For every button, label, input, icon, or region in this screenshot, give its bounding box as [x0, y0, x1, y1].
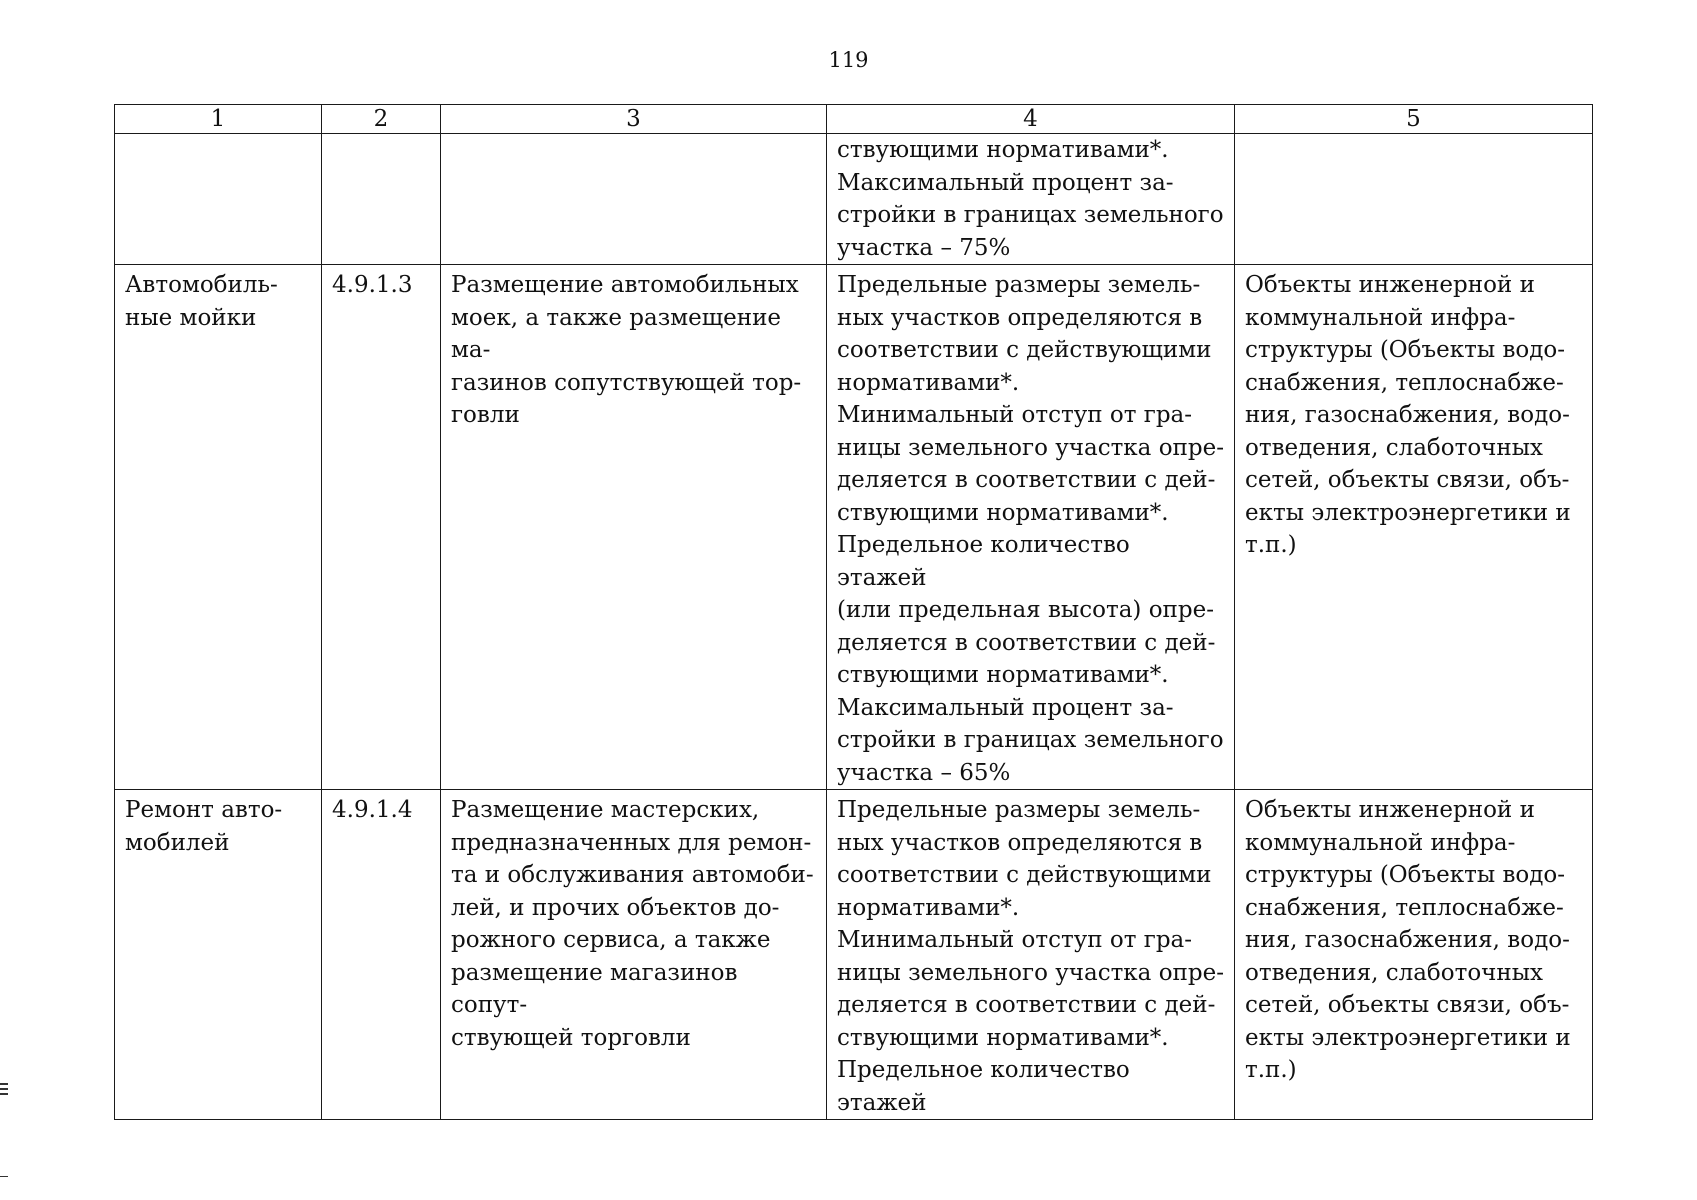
binding-mark: [0, 1083, 8, 1096]
table-row-car-repair: [115, 790, 1593, 1120]
cell-auxiliary-uses: [1235, 134, 1593, 265]
cell-use-name: Автомобиль- ные мойки: [115, 265, 322, 790]
cell-parameters: ствующими нормативами*. Максимальный процент за- стройки в границах земельного участка – 75%: [827, 134, 1235, 265]
cell-auxiliary-uses: Объекты инженерной и коммунальной инфра- структуры (Объекты водо- снабжения, теплоснабже- ния, газоснабжения, водо- отведения, слаботочных сетей, объекты связи, объ- екты электроэнергетики и т.п.): [1235, 790, 1593, 1120]
cell-use-code: 4.9.1.3: [322, 265, 441, 790]
table-header-row: [115, 105, 1593, 134]
table-row-car-wash: [115, 265, 1593, 790]
cell-parameters: Предельные размеры земель- ных участков определяются в соответствии с действующими нормативами*. Минимальный отступ от гра- ницы земельного участка опре- деляется в соответствии с дей- ствующими нормативами*. Предельное количество этажей: [827, 790, 1235, 1120]
table-row-continued: [115, 134, 1593, 265]
cell-use-description: Размещение мастерских, предназначенных для ремон- та и обслуживания автомоби- лей, и прочих объектов до- рожного сервиса, а также размещение магазинов сопут- ствующей торговли: [441, 790, 827, 1120]
cell-use-description: [441, 134, 827, 265]
column-header-3: 3: [441, 105, 827, 134]
column-header-4: 4: [827, 105, 1235, 134]
cell-use-name: [115, 134, 322, 265]
cell-use-description: Размещение автомобильных моек, а также размещение ма- газинов сопутствующей тор- говли: [441, 265, 827, 790]
page-number: 119: [828, 48, 869, 72]
cell-use-name: Ремонт авто- мобилей: [115, 790, 322, 1120]
column-header-5: 5: [1235, 105, 1593, 134]
column-header-2: 2: [322, 105, 441, 134]
binding-dash: [0, 1176, 8, 1177]
cell-auxiliary-uses: Объекты инженерной и коммунальной инфра- структуры (Объекты водо- снабжения, теплоснабже- ния, газоснабжения, водо- отведения, слаботочных сетей, объекты связи, объ- екты электроэнергетики и т.п.): [1235, 265, 1593, 790]
cell-parameters: Предельные размеры земель- ных участков определяются в соответствии с действующими нормативами*. Минимальный отступ от гра- ницы земельного участка опре- деляется в соответствии с дей- ствующими нормативами*. Предельное количество этажей (или предельная высота) опре- деляется в соответствии с дей- ствующими нормативами*. Максимальный процент за- стройки в границах земельного участка – 65%: [827, 265, 1235, 790]
column-header-1: 1: [115, 105, 322, 134]
cell-use-code: [322, 134, 441, 265]
cell-use-code: 4.9.1.4: [322, 790, 441, 1120]
land-use-table: [114, 104, 1593, 1120]
